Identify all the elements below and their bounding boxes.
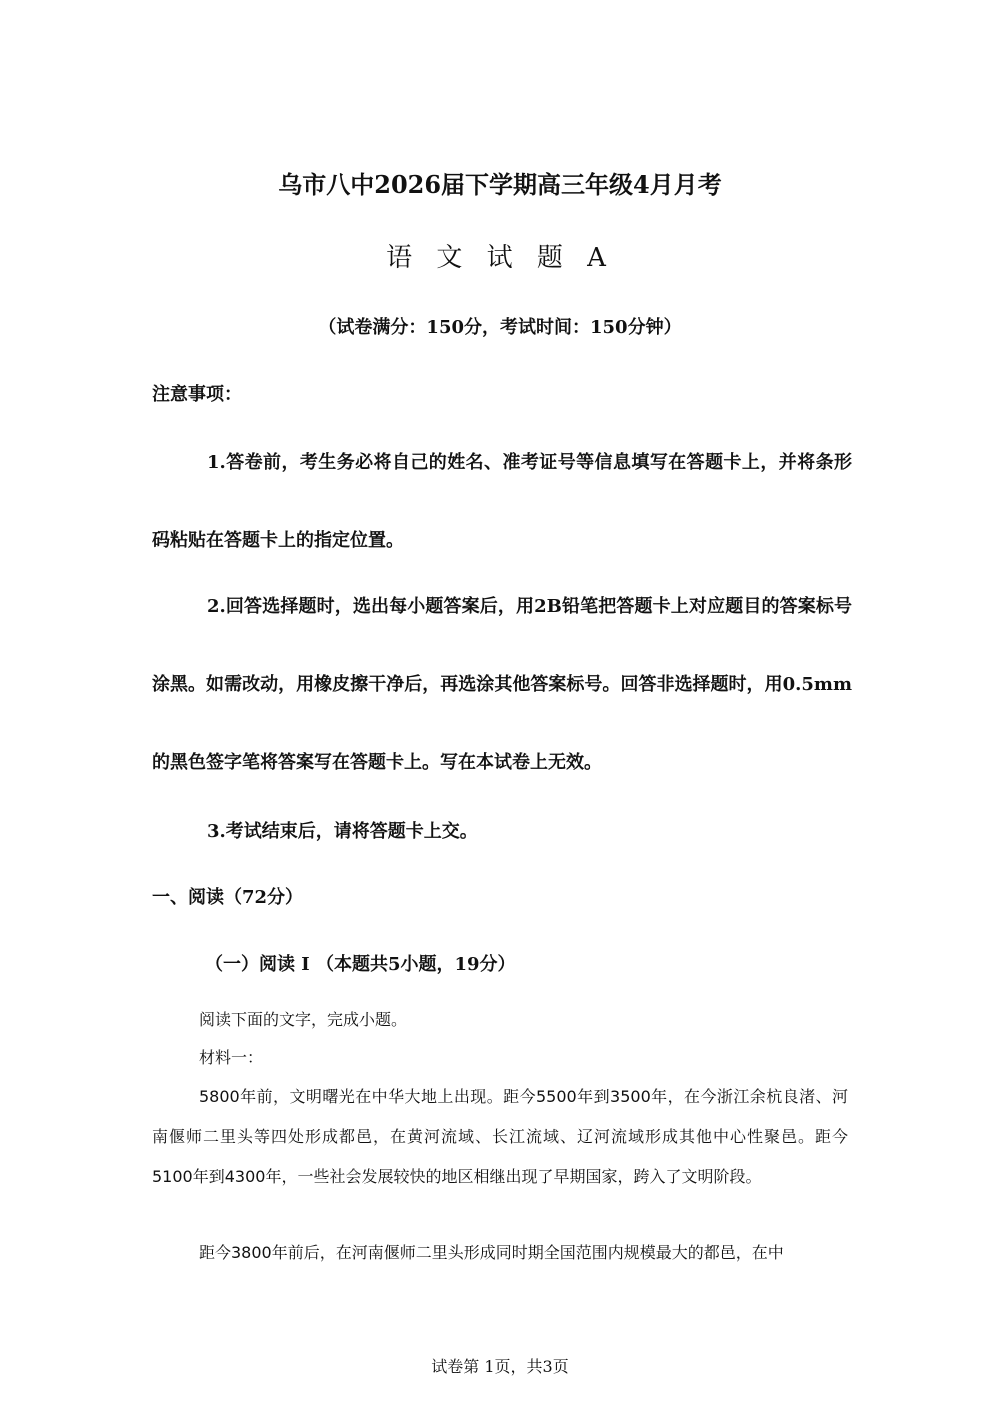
page-footer: 试卷第 1页，共3页	[431, 1357, 569, 1376]
exam-title: 乌市八中2026届下学期高三年级4月月考	[278, 170, 722, 199]
exam-subject: 语 文 试 题 A	[386, 243, 614, 273]
section-heading: 一、阅读（72分）	[152, 887, 304, 908]
subsection-heading: （一）阅读 I （本题共5小题，19分）	[205, 954, 516, 975]
material-paragraph-2: 距今3800年前后，在河南偃师二里头形成同时期全国范围内规模最大的都邑，在中	[199, 1243, 784, 1262]
notice-heading: 注意事项：	[152, 384, 242, 405]
reading-instruction: 阅读下面的文字，完成小题。	[199, 1010, 408, 1029]
material-label: 材料一：	[199, 1048, 264, 1067]
notice-item-1: 1.答卷前，考生务必将自己的姓名、准考证号等信息填写在答题卡上，并将条形码粘贴在答题卡上的指定位置。	[152, 452, 852, 551]
notice-item-2: 2.回答选择题时，选出每小题答案后，用2B铅笔把答题卡上对应题目的答案标号涂黑。如需改动，用橡皮擦干净后，再选涂其他答案标号。回答非选择题时，用0.5mm的黑色签字笔将答案写在答题卡上。写在本试卷上无效。	[152, 596, 852, 773]
notice-item-3: 3.考试结束后，请将答题卡上交。	[207, 821, 478, 842]
score-and-time: （试卷满分：150分，考试时间：150分钟）	[318, 317, 682, 338]
material-paragraph-1: 5800年前，文明曙光在中华大地上出现。距今5500年到3500年，在今浙江余杭良渚、河南偃师二里头等四处形成都邑，在黄河流域、长江流域、辽河流域形成其他中心性聚邑。距今5100年到4300年，一些社会发展较快的地区相继出现了早期国家，跨入了文明阶段。	[152, 1087, 848, 1186]
